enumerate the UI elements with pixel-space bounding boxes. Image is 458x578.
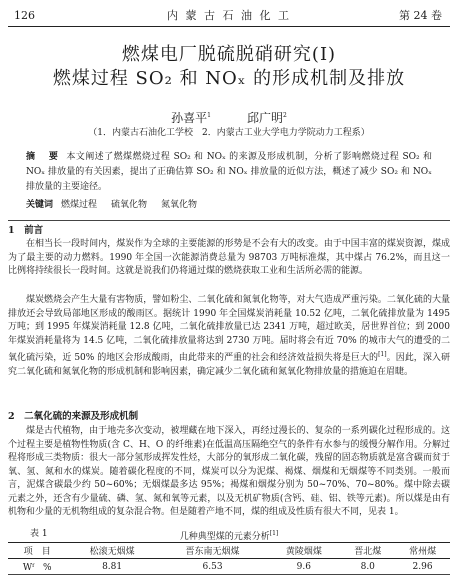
header-rule xyxy=(8,26,450,27)
author-name: 邱广明 xyxy=(247,111,284,125)
journal-title: 内 蒙 古 石 油 化 工 xyxy=(167,9,291,22)
column-header: 黄陵烟煤 xyxy=(285,547,322,557)
paragraph-text: 。因此，深入研究二氧化硫和氮氧化物的形成机制和影响因素，确定减少二氧化硫和氮氧化物排放量的措施迫在眉睫。 xyxy=(8,353,450,377)
author-list xyxy=(0,108,458,126)
keywords-label: 关键词 xyxy=(26,200,54,210)
citation-ref: [1] xyxy=(269,530,279,537)
paragraph-text: 煤炭燃烧会产生大量有害物质，譬如粉尘、二氧化硫和氮氧化物等，对大气造成严重污染。二氧化硫的大量排放还会导致局部地区形成的酸雨区。据统计 1990 年全国煤炭消耗量 10.52 亿吨，二氧化硫排放量为 1495 万吨；到 1995 年煤炭消耗量 12.8 亿吨，二氧化硫排放量已达 2341 万吨，超过欧美，居世界首位；到 2000 年煤炭消耗量将为 14.5 亿吨，二氧化硫排放量将达到 2730 万吨。届时将会有近 70% 的城市大气的遭受的二氧化硫污染，近 50% 的地区会形成酸雨，由此带来的严重的社会和经济效益损失将是巨大的 xyxy=(8,295,450,363)
keyword: 硫氧化物 xyxy=(111,200,148,210)
column-header: 晋北煤 xyxy=(354,547,382,557)
table-row xyxy=(8,559,450,575)
running-header xyxy=(8,8,450,24)
section-heading-so2: 2 二氧化硫的来源及形成机制 xyxy=(8,411,139,422)
coal-element-table xyxy=(8,542,450,575)
table-cell: 6.53 xyxy=(202,561,223,572)
column-header: 常州煤 xyxy=(409,547,437,557)
section-divider xyxy=(8,220,450,221)
table-number: 表 1 xyxy=(30,529,48,539)
affiliations: （1．内蒙古石油化工学校 2．内蒙古工业大学电力学院动力工程系） xyxy=(88,128,370,138)
citation-ref: [1] xyxy=(378,351,387,358)
abstract-text: 本文阐述了燃煤燃烧过程 SO₂ 和 NOₓ 的来源及形成机制，分析了影响燃烧过程 SO₂ 和 NOₓ 排放量的有关因素，提出了正确估算 SO₂ 和 NOₓ 排放量的近似方法，概述了减少 SO₂ 和 NOₓ 排放量的主要途径。 xyxy=(26,152,432,192)
page-number: 126 xyxy=(14,9,35,22)
article-title-line2: 燃煤过程 SO₂ 和 NOₓ 的形成机制及排放 xyxy=(52,68,406,89)
keyword: 燃煤过程 xyxy=(61,200,98,210)
column-header: 晋东南无烟煤 xyxy=(185,547,240,557)
paragraph-intro-2 xyxy=(8,294,450,379)
author-affiliation-mark: 2 xyxy=(283,112,287,119)
paragraph-intro-1: 在相当长一段时间内，煤炭作为全球的主要能源的形势是不会有大的改变。由于中国丰富的煤炭资源，煤成为了最主要的动力燃料。1990 年全国一次能源消费总量为 98703 万吨标准煤，其中煤占 76.2%，而且这一比例将持续很长一段时间。这就是说我们仍将通过煤的燃烧获取工业和生活所必需的能源。 xyxy=(8,239,450,276)
volume-label: 第 24 卷 xyxy=(399,9,442,22)
table-cell: 8.0 xyxy=(360,561,375,572)
keywords xyxy=(26,198,432,212)
author-affiliation-mark: 1 xyxy=(207,112,211,119)
paragraph-so2-1: 煤是古代植物，由于地壳多次变动，被埋藏在地下深入，再经过漫长的、复杂的一系列碳化过程形成的。这个过程主要是植物性物质(含 C、H、O 的纤维素)在低温高压隔绝空气的条件有水参与的缓慢分解作用。分解过程将形成三类物质：很大一部分氢形成挥发性烃，大部分的氧形成二氧化碳，残留的固态物质就是富含碳而贫于氧、氢、氮和水的煤炭。随着碳化程度的不同，煤炭可以分为泥煤、褐煤、烟煤和无烟煤等不同类别。一般而言，泥煤含碳最少约 50~60%；无烟煤最多达 95%；褐煤和烟煤分别为 50~70%、70~80%。煤中除去碳元素之外，还含有少量硫、磷、氢、氮和氧等元素，以及无机矿物质(含钙、硅、铝、铁等元素)。所以煤是由有机物和少量的无机物组成的复杂混合物。但是随着产地不同，煤的组成及性质有很大不同，见表 1。 xyxy=(8,426,450,517)
author-name: 孙喜平 xyxy=(171,111,208,125)
table-header-row xyxy=(8,543,450,559)
column-header: 松滚无烟煤 xyxy=(89,547,135,557)
abstract xyxy=(26,150,432,195)
section-heading-intro: 1 前言 xyxy=(8,225,44,236)
table-title: 几种典型煤的元素分析[1] xyxy=(179,530,279,542)
table-cell: Wᶠ % xyxy=(22,563,52,573)
table-cell: 9.6 xyxy=(296,561,311,572)
article-title-line1: 燃煤电厂脱硫脱硝研究(Ⅰ) xyxy=(121,44,337,65)
abstract-label: 摘 要 xyxy=(26,152,61,162)
keyword: 氮氧化物 xyxy=(161,200,198,210)
table-cell: 8.81 xyxy=(102,561,123,572)
table-cell: 2.96 xyxy=(412,561,433,572)
column-header: 项 目 xyxy=(23,547,51,557)
